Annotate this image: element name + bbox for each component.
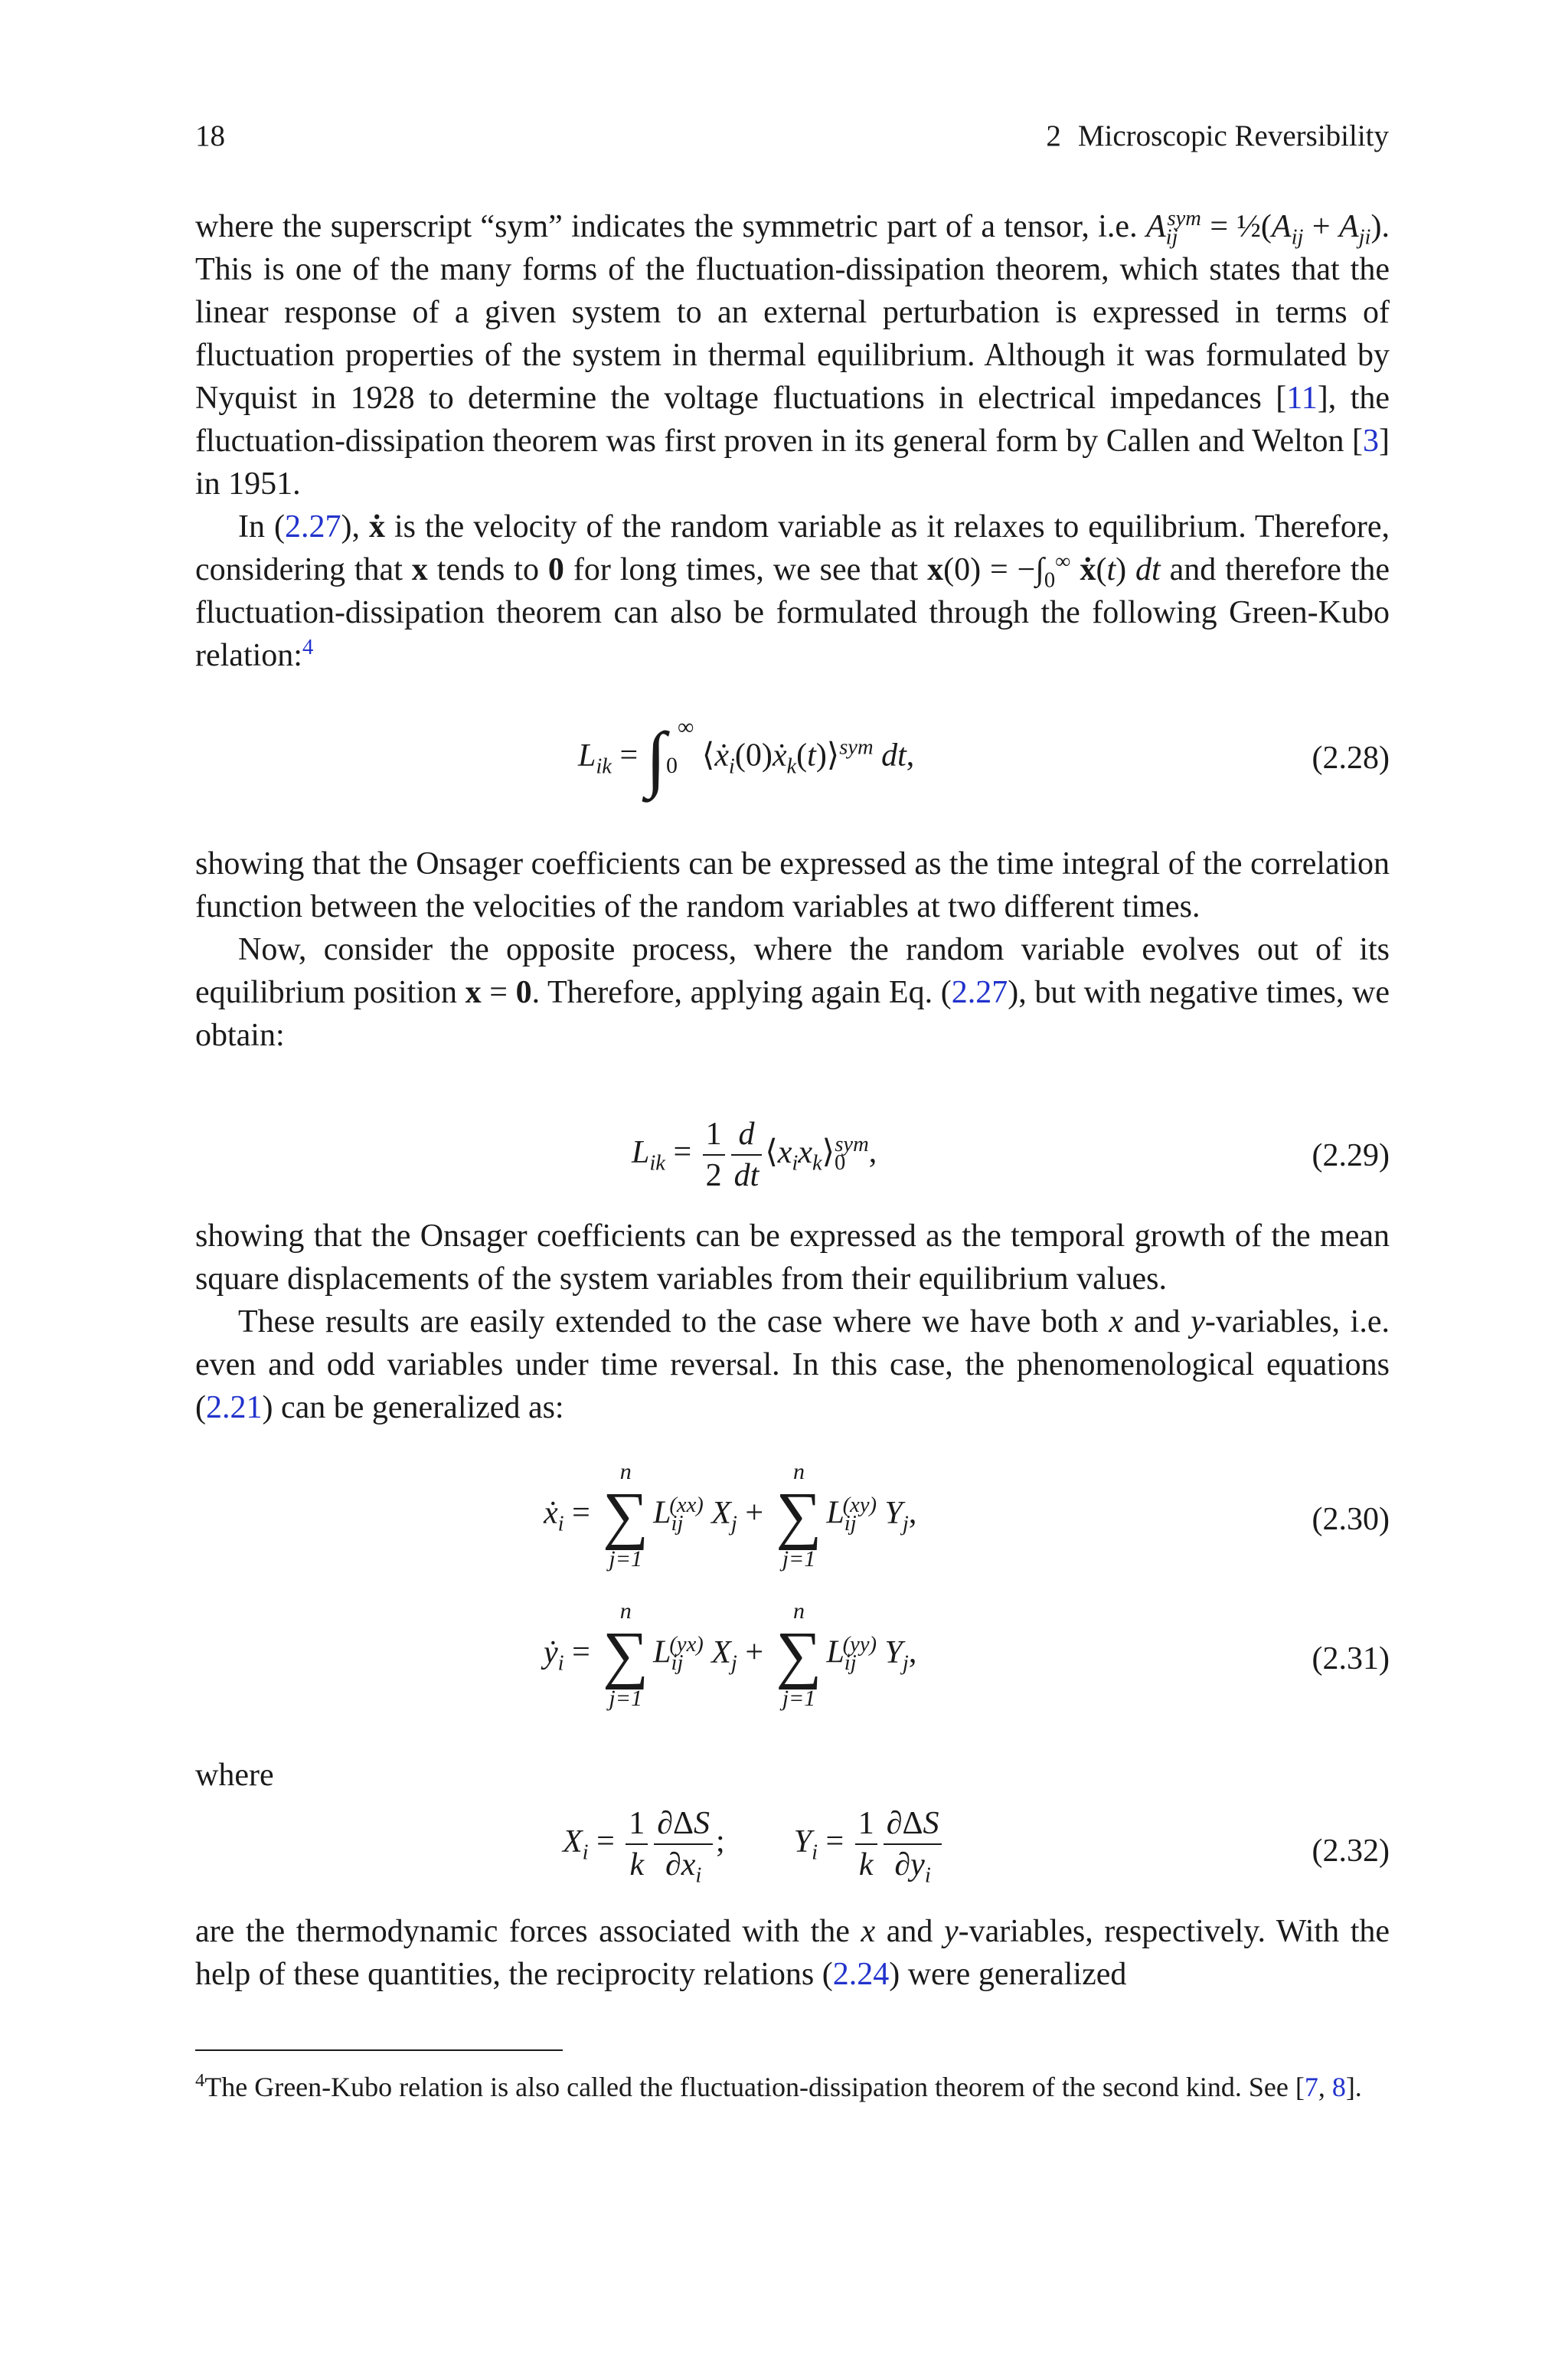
equation-2-30: ẋ$_i$ = n ∑ j=1 $L_{ij}^{(xx)}$ $X_j$ + n ∑ j=1 $L_{ij}^{(xy)}$ $Y_j$, (2.30) [544, 1459, 1390, 1572]
citation-link[interactable]: 3 [1363, 424, 1379, 459]
equation-2-31: ẏ$_i$ = n ∑ j=1 $L_{ij}^{(yx)}$ $X_j$ + n ∑ j=1 $L_{ij}^{(yy)}$ $Y_j$, (2.31) [544, 1598, 1390, 1711]
body-text-top [195, 205, 1390, 677]
equation-2-28: $L_{ik} = \int_0^\infty$ ⟨ẋ$_i$(0)ẋ$_k$(t)⟩$^{sym}$ dt, (2.28) [578, 714, 1390, 799]
paragraph-mean-square: showing that the Onsager coefficients can be expressed as the temporal growth of the mean square displacements of the system variables from their equilibrium values. [195, 1218, 1390, 1297]
footnote-link[interactable]: 4 [302, 636, 314, 659]
equation-2-29: $L_{ik}$ = $\frac{1}{2}$ $\frac{d}{dt}$ $⟨x_ix_k⟩_0^{sym}$, (2.29) [195, 1114, 1390, 1206]
body-text-lower [195, 1215, 1390, 1429]
equation-2-32: $X_i$ = $\frac{1}{k}$ $\frac{\partial\Delta S}{\partial x_i}$ ; $Y_i$ = $\frac{1}{k}$ $\frac{\partial\Delta S}{\partial y_i}$ (2.32) [195, 1804, 1390, 1896]
body-text-bottom [195, 1910, 1390, 1996]
equation-link[interactable]: 2.24 [832, 1957, 890, 1992]
citation-link[interactable]: 11 [1286, 381, 1318, 416]
paragraph-symmetric-part: where the superscript “sym” indicates the symmetric part of a tensor, i.e. $A_{ij}^{sym}$ = $\frac{1}{2}(A_{ij} + A_{ji})$. This is one of the many forms of the fluctuation-dissipation theorem, which states that the linear response of a given system to an external perturbation is expressed in terms of fluctuation properties of the system in thermal equilibrium. Although it was formulated by Nyquist in 1928 to determine the voltage fluctuations in electrical impedances [11], the fluctuation-dissipation theorem was first proven in its general form by Callen and Welton [3] in 1951. [195, 207, 1390, 502]
footnote-rule [195, 2049, 563, 2051]
footnote: $^4$The Green-Kubo relation is also called the fluctuation-dissipation theorem of the second kind. See [7, 8]. [195, 2070, 1362, 2102]
chapter-title: Microscopic Reversibility [1077, 119, 1389, 152]
paragraph-opposite-process: Now, consider the opposite process, where the random variable evolves out of its equilibrium position x = 0. Therefore, applying again Eq. (2.27), but with negative times, we obtain: [195, 932, 1390, 1053]
chapter-number: 2 [1046, 119, 1061, 152]
body-text-middle [195, 842, 1390, 1057]
paragraph-onsager-integral: showing that the Onsager coefficients can be expressed as the time integral of the correlation function between the velocities of the random variables at two different times. [195, 846, 1390, 924]
footnote-number: 4 [195, 2070, 205, 2091]
page-number: 18 [195, 119, 225, 152]
paragraph-velocity: In (2.27), ẋ is the velocity of the random variable as it relaxes to equilibrium. Therefore, considering that x tends to 0 for long times, we see that $x(0) = -\int_0^\infty$ ẋ(t) dt and therefore the fluctuation-dissipation theorem can also be formulated through the following Green-Kubo relation:$^4$ [195, 509, 1390, 673]
equation-link[interactable]: 2.27 [951, 975, 1008, 1010]
equation-link[interactable]: 2.21 [206, 1390, 263, 1425]
equation-link[interactable]: 2.27 [284, 509, 341, 545]
paragraph-xy-variables: These results are easily extended to the case where we have both x and y-variables, i.e. even and odd variables under time reversal. In this case, the phenomenological equations (2.21) can be generalized as: [195, 1304, 1390, 1425]
running-header [1046, 121, 1389, 151]
body-text-where: where [195, 1758, 274, 1793]
citation-link[interactable]: 8 [1331, 2072, 1346, 2102]
citation-link[interactable]: 7 [1304, 2072, 1318, 2102]
paragraph-thermodynamic-forces: are the thermodynamic forces associated with the x and y-variables, respectively. With the help of these quantities, the reciprocity relations (2.24) were generalized [195, 1914, 1390, 1992]
